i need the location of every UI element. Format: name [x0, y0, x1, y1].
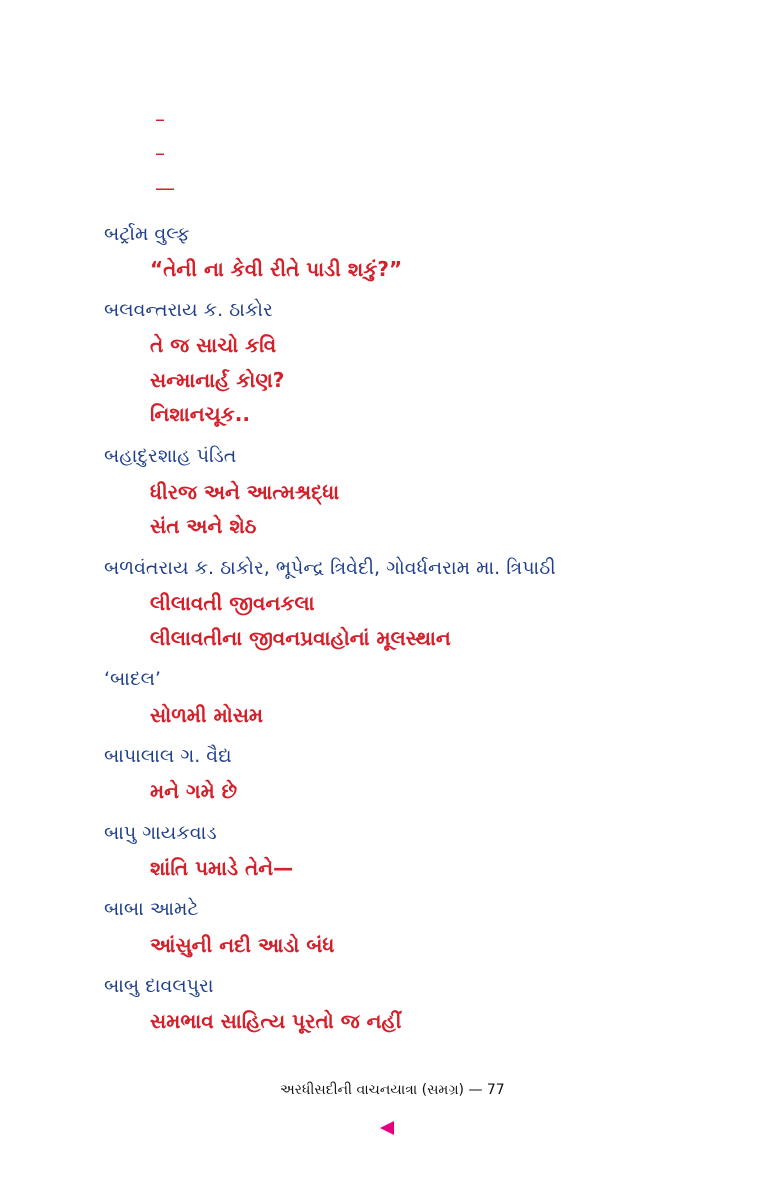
work-title: ધીરજ અને આત્મશ્રદ્ધા: [150, 480, 340, 504]
page-footer: અરધીસદીની વાચનયાત્રા (સમગ્ર) — 77: [280, 1082, 505, 1098]
author-name: બાબુ દાવલપુરા: [104, 975, 214, 997]
author-name: બાપાલાલ ગ. વૈદ્ય: [104, 745, 232, 767]
dash-marker: —: [155, 176, 175, 200]
work-title: શાંતિ પમાડે તેને—: [150, 856, 294, 880]
dash-marker: –: [155, 141, 165, 165]
author-name: બલવન્તરાય ક. ઠાકોર: [104, 299, 273, 321]
work-title: મને ગમે છે: [150, 779, 238, 803]
author-name: બાબા આમટે: [104, 898, 199, 920]
work-title: સંત અને શેઠ: [150, 514, 257, 538]
author-name: બહાદુરશાહ પંડિત: [104, 445, 237, 467]
work-title: તે જ સાચો કવિ: [150, 333, 277, 357]
work-title: સમભાવ સાહિત્ય પૂરતો જ નહીં: [150, 1009, 402, 1033]
dash-marker: –: [155, 107, 165, 131]
author-name: બળવંતરાય ક. ઠાકોર, ભૂપેન્દ્ર ત્રિવેદી, ગોવર્ધનરામ મા. ત્રિપાઠી: [104, 557, 556, 579]
work-title: સોળમી મોસમ: [150, 703, 264, 727]
previous-page-arrow-icon[interactable]: [380, 1121, 394, 1135]
work-title: લીલાવતી જીવનકલા: [150, 591, 315, 615]
author-name: બર્ટ્રામ વુલ્ફ: [104, 223, 190, 245]
author-name: બાપુ ગાયકવાડ: [104, 822, 217, 844]
work-title: સન્માનાર્હ કોણ?: [150, 368, 285, 392]
work-title: નિશાનચૂક..: [150, 402, 250, 426]
work-title: લીલાવતીના જીવનપ્રવાહોનાં મૂલસ્થાન: [150, 626, 451, 650]
work-title: આંસુની નદી આડો બંધ: [150, 933, 335, 957]
work-title: “તેની ના કેવી રીતે પાડી શકું?”: [150, 257, 403, 281]
author-name: ‘બાદલ’: [104, 668, 161, 690]
